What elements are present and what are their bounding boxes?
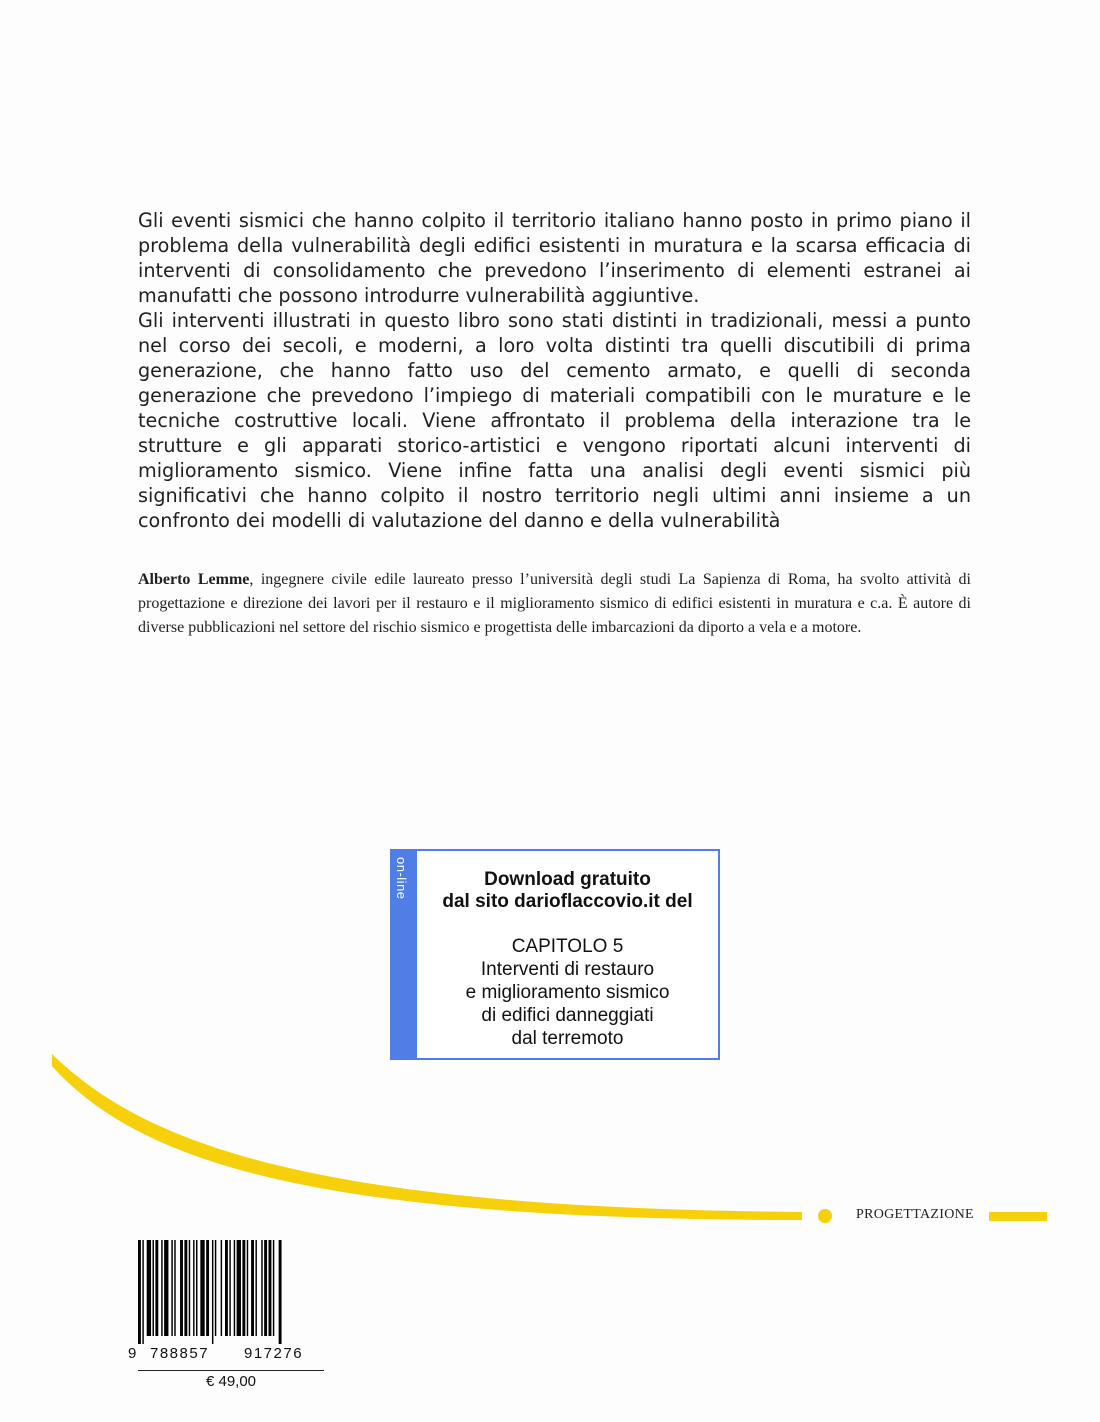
barcode-bar <box>153 1240 154 1336</box>
category-bar-decoration <box>989 1212 1047 1221</box>
barcode-bar <box>255 1240 256 1336</box>
category-dot-icon <box>818 1209 832 1223</box>
barcode-bar <box>180 1240 183 1336</box>
barcode-bar <box>164 1240 168 1336</box>
barcode-bar <box>212 1240 213 1344</box>
yellow-swoosh-decoration <box>0 1040 820 1230</box>
isbn-group-left: 788857 <box>150 1345 210 1362</box>
isbn-group-right: 917276 <box>244 1345 304 1362</box>
online-tab <box>392 851 417 1058</box>
download-heading <box>417 869 718 913</box>
barcode-bar <box>155 1240 158 1336</box>
barcode-bar <box>184 1240 187 1336</box>
chapter-info <box>417 935 718 1050</box>
download-heading-line-1: Download gratuito <box>484 869 651 890</box>
barcode-bar <box>234 1240 235 1336</box>
barcode-bar <box>193 1240 194 1336</box>
chapter-line: di edifici danneggiati <box>481 1005 654 1026</box>
chapter-line: e miglioramento sismico <box>465 982 670 1003</box>
barcode-bar <box>279 1240 282 1344</box>
barcode-icon <box>138 1240 324 1344</box>
download-box-content <box>417 851 718 1050</box>
barcode-bar <box>247 1240 248 1336</box>
author-bio <box>138 568 971 640</box>
price-label: € 49,00 <box>205 1373 257 1390</box>
barcode-bar <box>174 1240 175 1336</box>
description-paragraph-1: Gli eventi sismici che hanno colpito il territorio italiano hanno posto in primo piano il problema della vulnerabilità degli edifici esistenti in muratura e la scarsa efficacia di interventi di consolidamento che prevedono l’inserimento di elementi estranei ai manufatti che possono introdurre vulnerabilità aggiuntive. <box>138 209 971 307</box>
barcode-bar <box>138 1240 141 1344</box>
barcode-bar <box>215 1240 216 1336</box>
chapter-line: dal terremoto <box>511 1028 624 1049</box>
description-paragraph-2: Gli interventi illustrati in questo libro sono stati distinti in tradizionali, messi a punto nel corso dei secoli, e moderni, a loro volta distinti tra quelli discutibili di prima generazione, che hanno fatto uso del cemento armato, e quelli di seconda generazione che prevedono l’impiego di materiali compatibili con le murature e le tecniche costruttive locali. Viene affrontato il problema della interazione tra le strutture e gli apparati storico-artistici e vengono riportati alcuni interventi di miglioramento sismico. Viene infine fatta una analisi degli eventi sismici più significativi che hanno colpito il nostro territorio negli ultimi anni insieme a un confronto dei modelli di valutazione del danno e della vulnerabilità <box>138 309 971 532</box>
barcode-bar <box>261 1240 262 1336</box>
isbn-digit-first: 9 <box>128 1345 137 1362</box>
barcode-bar <box>237 1240 241 1336</box>
barcode-bar <box>161 1240 162 1336</box>
price-divider <box>138 1370 324 1371</box>
barcode-bar <box>264 1240 267 1336</box>
barcode-bar <box>273 1240 274 1336</box>
barcode-bar <box>229 1240 230 1336</box>
barcode-bar <box>206 1240 209 1336</box>
barcode-bar <box>189 1240 190 1336</box>
barcode-bar <box>200 1240 204 1336</box>
barcode-bar <box>142 1240 143 1344</box>
category-label: PROGETTAZIONE <box>856 1207 974 1222</box>
isbn-barcode <box>128 1240 324 1362</box>
author-name: Alberto Lemme <box>138 571 250 588</box>
download-heading-line-2: dal sito darioflaccovio.it del <box>442 891 693 912</box>
barcode-bar <box>171 1240 172 1336</box>
author-bio-text: , ingegnere civile edile laureato presso l’università degli studi La Sapienza di Roma, ha svolto attività di progettazione e direzione dei lavori per il restauro e il miglioramento sismico di edifici esistenti in muratura e c.a. È autore di diverse pubblicazioni nel settore del rischio sismico e progettista delle imbarcazioni da diporto a vela e a motore. <box>138 571 971 636</box>
online-tab-label: on-line <box>394 857 409 900</box>
barcode-bar <box>269 1240 272 1336</box>
barcode-bar <box>251 1240 254 1336</box>
chapter-line: Interventi di restauro <box>480 959 655 980</box>
barcode-bar <box>147 1240 151 1336</box>
barcode-bar <box>196 1240 197 1336</box>
barcode-bar <box>221 1240 222 1336</box>
book-description <box>138 208 971 533</box>
barcode-bar <box>242 1240 245 1336</box>
download-box <box>390 849 720 1060</box>
barcode-bar <box>225 1240 228 1336</box>
chapter-line: CAPITOLO 5 <box>511 936 624 957</box>
